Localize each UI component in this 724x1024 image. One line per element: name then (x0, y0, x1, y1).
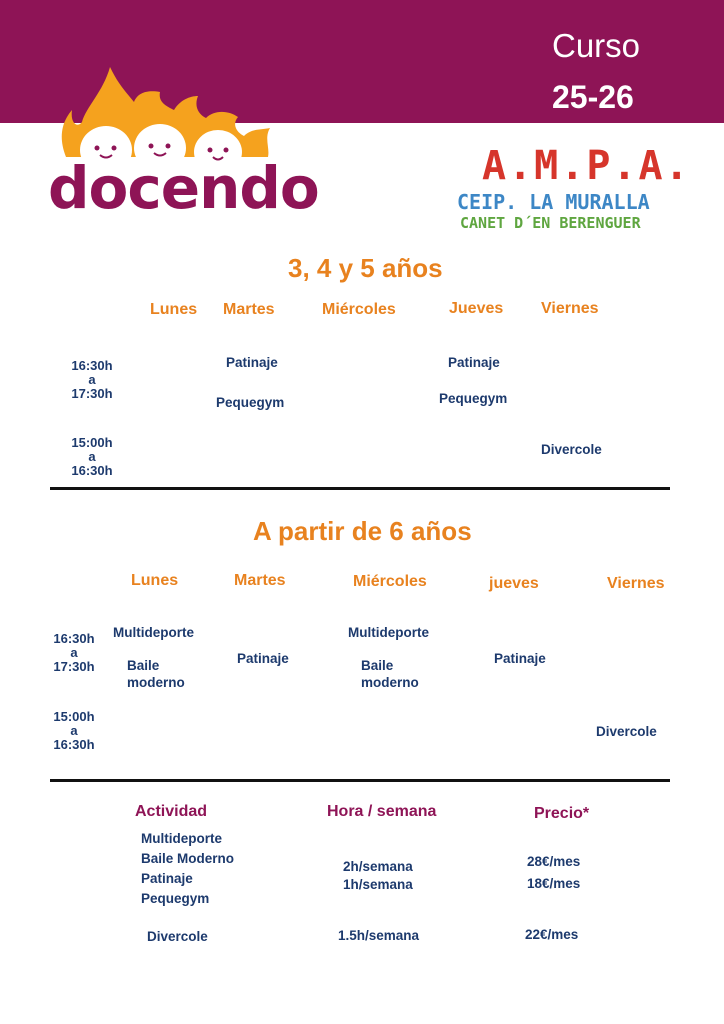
logo-text: docendo (48, 154, 319, 222)
s1-day-lunes: Lunes (150, 301, 198, 318)
pricing-activity-item: Baile Moderno (141, 851, 235, 866)
curso-label: Curso (552, 27, 641, 64)
pricing-price-2: 18€/mes (527, 876, 581, 891)
s1-day-viernes: Viernes (541, 300, 599, 317)
s2-miercoles-activity-2: Baile moderno (361, 658, 419, 690)
time-to: 17:30h (53, 659, 95, 674)
s2-day-martes: Martes (234, 572, 286, 589)
s2-day-lunes: Lunes (131, 572, 179, 589)
pricing-activity-item: Multideporte (141, 831, 222, 846)
pricing-activity-item: Patinaje (141, 871, 193, 886)
section2-divider (50, 779, 670, 782)
pricing-header-price: Precio* (534, 805, 590, 822)
s1-viernes-divercole: Divercole (541, 442, 602, 457)
s1-jueves-activity-1: Patinaje (448, 355, 500, 370)
pricing-price-1: 28€/mes (527, 854, 581, 869)
s2-jueves-activity-1: Patinaje (494, 651, 546, 666)
docendo-logo (48, 62, 319, 222)
pricing-activity-item: Pequegym (141, 891, 210, 906)
ampa-town: CANET D´EN BERENGUER (460, 214, 641, 232)
s1-jueves-activity-2: Pequegym (439, 391, 508, 406)
s1-slot1-time (66, 359, 118, 401)
s2-martes-activity-1: Patinaje (237, 651, 289, 666)
time-from: 16:30h (71, 358, 113, 373)
section1-title: 3, 4 y 5 años (288, 253, 443, 283)
s2-day-jueves: jueves (489, 575, 539, 592)
s1-slot2-time (66, 436, 118, 478)
s2-lunes-activity-2: Baile moderno (127, 658, 185, 690)
s2-day-viernes: Viernes (607, 575, 665, 592)
pricing-hours-2: 1h/semana (343, 877, 413, 892)
time-to: 17:30h (71, 386, 113, 401)
s1-martes-activity-1: Patinaje (226, 355, 278, 370)
pricing-hours-1: 2h/semana (343, 859, 413, 874)
pricing-header-activity: Actividad (135, 803, 208, 820)
pricing-activity-list (141, 829, 234, 909)
s1-day-miercoles: Miércoles (322, 301, 396, 318)
pricing-divercole-price: 22€/mes (525, 927, 579, 942)
pricing-divercole-hours: 1.5h/semana (338, 928, 420, 943)
flame-mascots-icon (48, 62, 298, 162)
section2-title: A partir de 6 años (253, 516, 472, 546)
time-sep: a (88, 449, 96, 464)
s1-day-jueves: Jueves (449, 300, 504, 317)
curso-year: 25-26 (552, 79, 634, 115)
s2-lunes-activity-1: Multideporte (113, 625, 194, 640)
s1-day-martes: Martes (223, 301, 275, 318)
ampa-school: CEIP. LA MURALLA (457, 190, 650, 214)
time-from: 15:00h (53, 709, 95, 724)
time-from: 15:00h (71, 435, 113, 450)
section1-divider (50, 487, 670, 490)
s2-slot2-time (48, 710, 100, 752)
time-to: 16:30h (53, 737, 95, 752)
pricing-divercole-name: Divercole (147, 929, 208, 944)
time-sep: a (70, 645, 78, 660)
s2-miercoles-activity-1: Multideporte (348, 625, 429, 640)
s2-day-miercoles: Miércoles (353, 573, 427, 590)
s2-viernes-divercole: Divercole (596, 724, 657, 739)
time-from: 16:30h (53, 631, 95, 646)
pricing-header-hours: Hora / semana (327, 803, 437, 820)
ampa-title: A.M.P.A. (482, 143, 691, 189)
time-sep: a (70, 723, 78, 738)
time-sep: a (88, 372, 96, 387)
time-to: 16:30h (71, 463, 113, 478)
s1-martes-activity-2: Pequegym (216, 395, 285, 410)
s2-slot1-time (48, 632, 100, 674)
